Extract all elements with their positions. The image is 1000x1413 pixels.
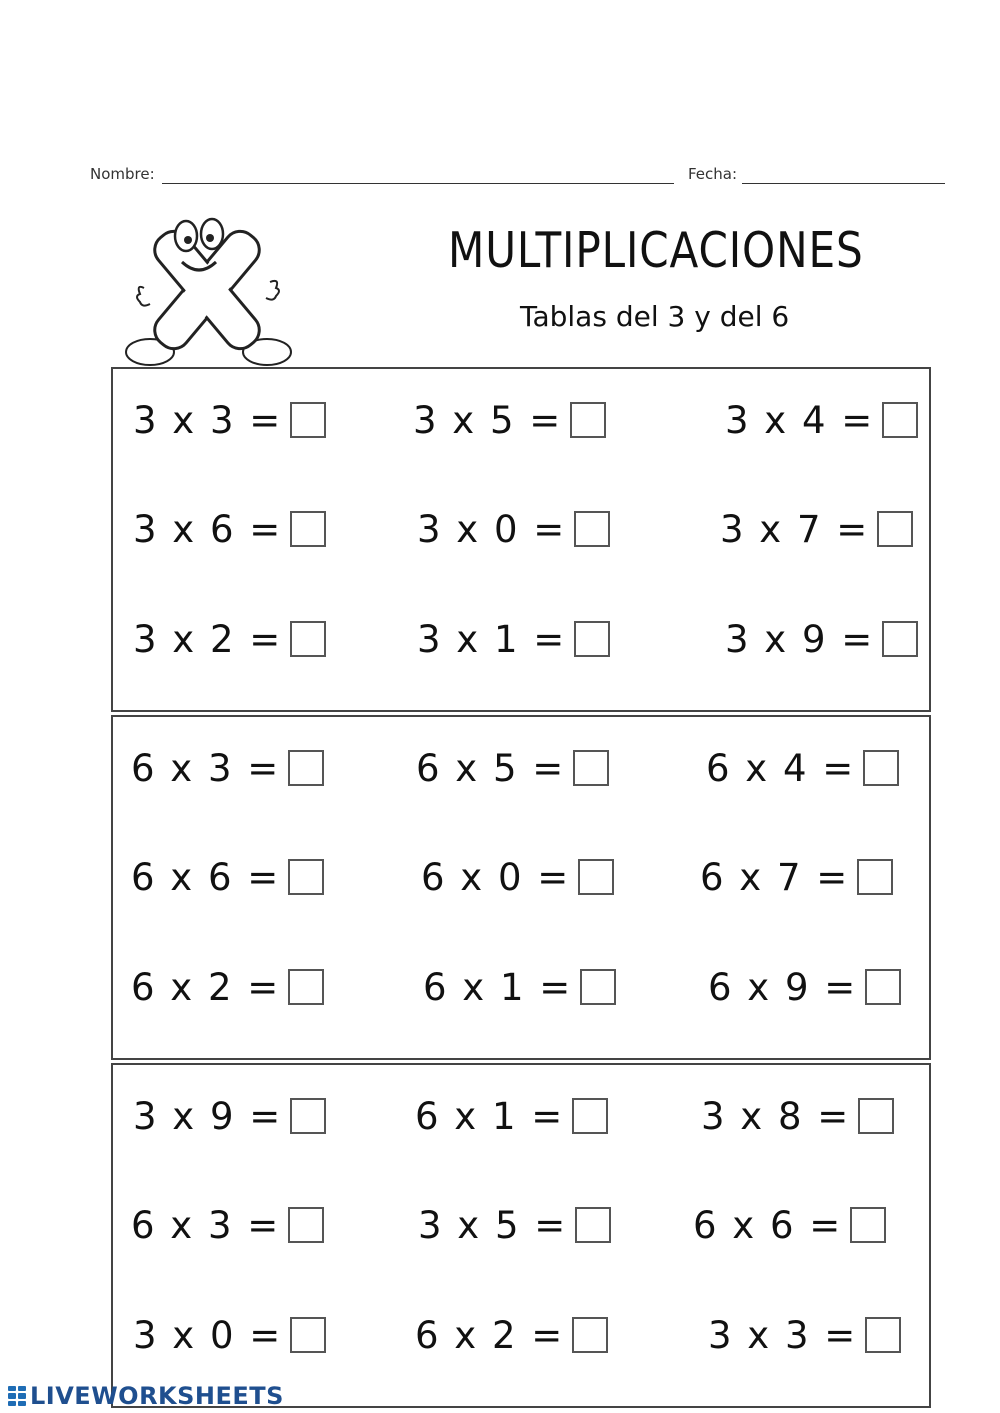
answer-box[interactable]: [850, 1207, 886, 1243]
problem-expression: 3 x 3 =: [133, 398, 283, 442]
problem-expression: 3 x 9 =: [725, 617, 875, 661]
problem-item: [725, 615, 918, 663]
problem-item: [421, 853, 614, 901]
problem-expression: 3 x 8 =: [701, 1094, 851, 1138]
problem-expression: 6 x 3 =: [131, 1203, 281, 1247]
problem-expression: 3 x 6 =: [133, 507, 283, 551]
problem-item: [708, 963, 901, 1011]
answer-box[interactable]: [290, 621, 326, 657]
problem-item: [415, 1311, 608, 1359]
answer-box[interactable]: [578, 859, 614, 895]
answer-box[interactable]: [882, 621, 918, 657]
problem-expression: 3 x 9 =: [133, 1094, 283, 1138]
problem-expression: 6 x 1 =: [423, 965, 573, 1009]
date-field[interactable]: [742, 183, 945, 184]
problem-item: [417, 615, 610, 663]
problem-item: [131, 963, 324, 1011]
answer-box[interactable]: [573, 750, 609, 786]
answer-box[interactable]: [580, 969, 616, 1005]
problem-item: [693, 1201, 886, 1249]
problem-item: [720, 505, 913, 553]
problem-item: [413, 396, 606, 444]
answer-box[interactable]: [574, 511, 610, 547]
answer-box[interactable]: [877, 511, 913, 547]
page-title: MULTIPLICACIONES: [448, 222, 864, 279]
problem-expression: 3 x 1 =: [417, 617, 567, 661]
answer-box[interactable]: [572, 1317, 608, 1353]
problem-expression: 6 x 1 =: [415, 1094, 565, 1138]
problem-item: [706, 744, 899, 792]
answer-box[interactable]: [288, 1207, 324, 1243]
problem-item: [133, 615, 326, 663]
answer-box[interactable]: [865, 1317, 901, 1353]
problem-expression: 3 x 3 =: [708, 1313, 858, 1357]
page-subtitle: Tablas del 3 y del 6: [520, 300, 790, 333]
problem-expression: 3 x 2 =: [133, 617, 283, 661]
problem-item: [725, 396, 918, 444]
problem-expression: 6 x 0 =: [421, 855, 571, 899]
problem-item: [423, 963, 616, 1011]
problem-expression: 3 x 7 =: [720, 507, 870, 551]
problem-item: [418, 1201, 611, 1249]
answer-box[interactable]: [570, 402, 606, 438]
problem-expression: 6 x 6 =: [693, 1203, 843, 1247]
problem-expression: 6 x 2 =: [415, 1313, 565, 1357]
problem-section-3: [111, 1063, 931, 1408]
problem-item: [131, 1201, 324, 1249]
answer-box[interactable]: [290, 511, 326, 547]
problem-item: [133, 396, 326, 444]
answer-box[interactable]: [288, 969, 324, 1005]
problem-section-1: [111, 367, 931, 712]
answer-box[interactable]: [288, 750, 324, 786]
name-field[interactable]: [162, 183, 674, 184]
problem-expression: 3 x 0 =: [417, 507, 567, 551]
problem-item: [131, 853, 324, 901]
brand-name: LIVEWORKSHEETS: [30, 1382, 284, 1410]
name-label: Nombre:: [90, 165, 155, 183]
problem-expression: 6 x 6 =: [131, 855, 281, 899]
multiplication-mascot-icon: [122, 210, 292, 370]
liveworksheets-logo[interactable]: [8, 1380, 284, 1412]
date-label: Fecha:: [688, 165, 738, 183]
problem-item: [415, 1092, 608, 1140]
answer-box[interactable]: [290, 402, 326, 438]
problem-expression: 6 x 9 =: [708, 965, 858, 1009]
answer-box[interactable]: [575, 1207, 611, 1243]
answer-box[interactable]: [858, 1098, 894, 1134]
problem-item: [133, 1092, 326, 1140]
problem-expression: 6 x 4 =: [706, 746, 856, 790]
answer-box[interactable]: [865, 969, 901, 1005]
answer-box[interactable]: [863, 750, 899, 786]
problem-item: [131, 744, 324, 792]
problem-item: [133, 505, 326, 553]
problem-section-2: [111, 715, 931, 1060]
problem-expression: 3 x 4 =: [725, 398, 875, 442]
header-fields: [90, 165, 950, 189]
logo-grid-icon: [8, 1386, 26, 1406]
problem-item: [416, 744, 609, 792]
problem-item: [133, 1311, 326, 1359]
answer-box[interactable]: [857, 859, 893, 895]
answer-box[interactable]: [290, 1317, 326, 1353]
problem-expression: 6 x 7 =: [700, 855, 850, 899]
problem-expression: 6 x 2 =: [131, 965, 281, 1009]
problem-expression: 3 x 5 =: [418, 1203, 568, 1247]
problem-item: [701, 1092, 894, 1140]
answer-box[interactable]: [572, 1098, 608, 1134]
answer-box[interactable]: [288, 859, 324, 895]
problem-expression: 3 x 5 =: [413, 398, 563, 442]
problem-item: [417, 505, 610, 553]
answer-box[interactable]: [882, 402, 918, 438]
answer-box[interactable]: [290, 1098, 326, 1134]
answer-box[interactable]: [574, 621, 610, 657]
problem-expression: 6 x 3 =: [131, 746, 281, 790]
problem-item: [708, 1311, 901, 1359]
problem-item: [700, 853, 893, 901]
problem-expression: 6 x 5 =: [416, 746, 566, 790]
problem-expression: 3 x 0 =: [133, 1313, 283, 1357]
